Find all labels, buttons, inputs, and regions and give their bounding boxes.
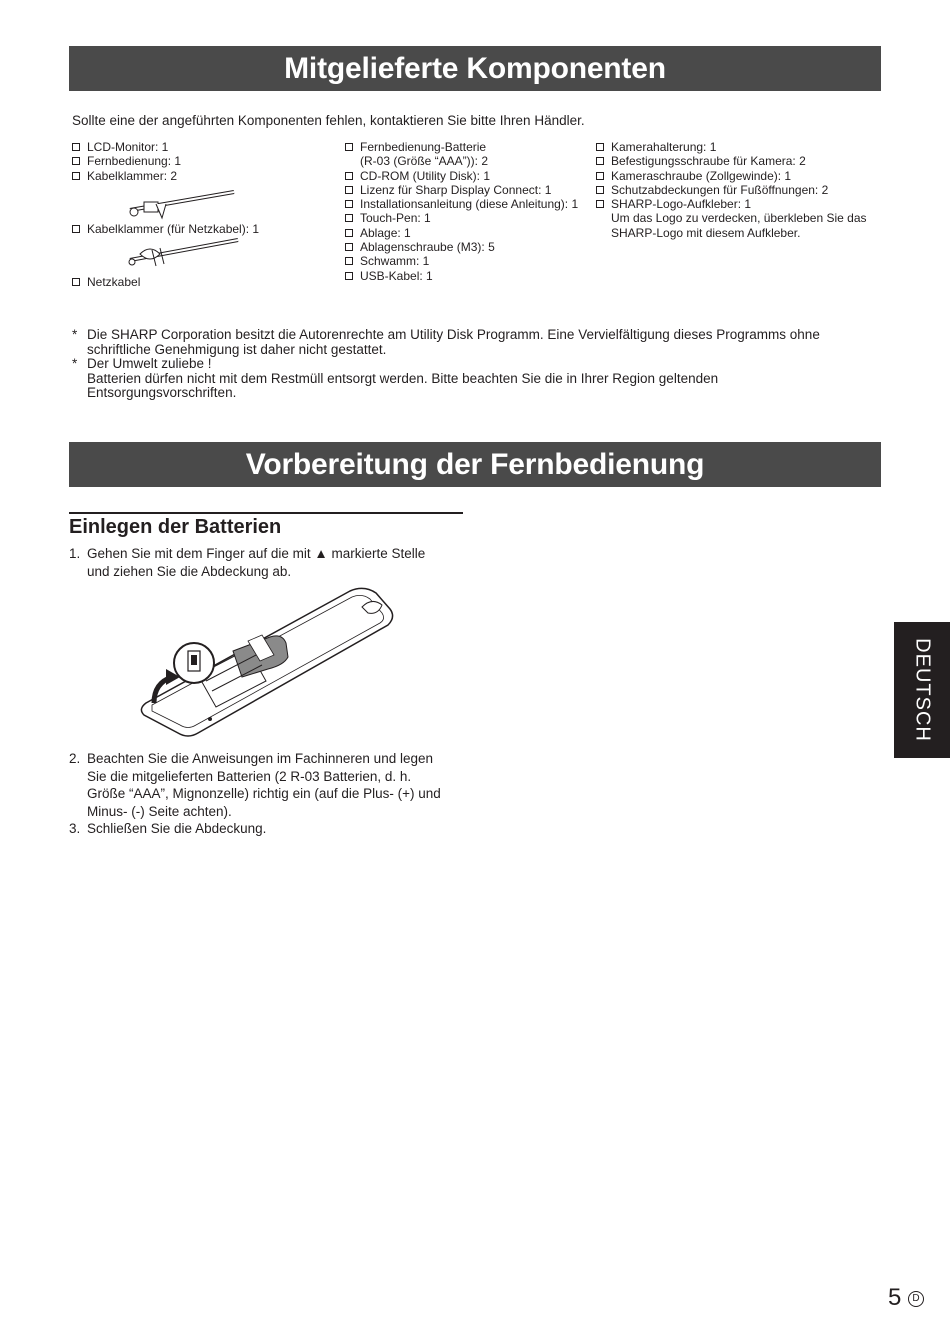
checkbox-icon	[596, 172, 604, 180]
checkbox-icon	[345, 143, 353, 151]
list-item-note: Um das Logo zu verdecken, überkleben Sie das	[611, 211, 867, 226]
list-item: Lizenz für Sharp Display Connect: 1	[345, 183, 578, 197]
components-column-1-part-3	[72, 275, 140, 289]
components-column-1	[72, 140, 181, 183]
list-item: Kabelklammer: 2	[72, 169, 181, 183]
checkbox-icon	[72, 278, 80, 286]
checkbox-icon	[345, 229, 353, 237]
components-column-3	[596, 140, 867, 240]
steps-list-continued	[69, 750, 469, 838]
page-number: 5	[888, 1284, 902, 1311]
footnotes	[72, 328, 882, 401]
checkbox-icon	[345, 257, 353, 265]
power-cable-clamp-illustration	[126, 236, 242, 268]
intro-text: Sollte eine der angeführten Komponenten fehlen, kontaktieren Sie bitte Ihren Händler.	[72, 113, 585, 128]
list-item: Touch-Pen: 1	[345, 211, 578, 225]
list-item: LCD-Monitor: 1	[72, 140, 181, 154]
checkbox-icon	[72, 225, 80, 233]
list-item-note: SHARP-Logo mit diesem Aufkleber.	[611, 225, 801, 240]
components-column-1-part-2	[72, 222, 259, 236]
checkbox-icon	[596, 143, 604, 151]
list-item: SHARP-Logo-Aufkleber: 1	[596, 197, 867, 211]
list-item: Installationsanleitung (diese Anleitung): 1	[345, 197, 578, 211]
list-item: Netzkabel	[72, 275, 140, 289]
section-title-components: Mitgelieferte Komponenten	[69, 46, 881, 91]
checkbox-icon	[596, 186, 604, 194]
checkbox-icon	[345, 186, 353, 194]
checkbox-icon	[596, 157, 604, 165]
checkbox-icon	[345, 272, 353, 280]
list-item: Kamerahalterung: 1	[596, 140, 867, 154]
list-item: Kameraschraube (Zollgewinde): 1	[596, 169, 867, 183]
section-title-remote: Vorbereitung der Fernbedienung	[69, 442, 881, 487]
checkbox-icon	[345, 243, 353, 251]
checkbox-icon	[72, 172, 80, 180]
list-item: Schutzabdeckungen für Fußöffnungen: 2	[596, 183, 867, 197]
list-item: Ablagenschraube (M3): 5	[345, 240, 578, 254]
footnote: * Der Umwelt zuliebe ! Batterien dürfen nicht mit dem Restmüll entsorgt werden. Bitte beachten Sie die in Ihrer Region geltenden Entsorgungsvorschriften.	[72, 356, 719, 400]
step-item: 3. Schließen Sie die Abdeckung.	[69, 821, 267, 836]
list-item: Schwamm: 1	[345, 254, 578, 268]
checkbox-icon	[345, 214, 353, 222]
components-column-2	[345, 140, 578, 283]
list-item: CD-ROM (Utility Disk): 1	[345, 169, 578, 183]
subheading-batteries: Einlegen der Batterien	[69, 512, 463, 539]
list-item: USB-Kabel: 1	[345, 269, 578, 283]
language-tab-label: DEUTSCH	[911, 638, 934, 742]
checkbox-icon	[345, 172, 353, 180]
list-item: Befestigungsschraube für Kamera: 2	[596, 154, 867, 168]
list-item: Fernbedienung: 1	[72, 154, 181, 168]
checkbox-icon	[345, 200, 353, 208]
checkbox-icon	[72, 157, 80, 165]
list-item: Kabelklammer (für Netzkabel): 1	[72, 222, 259, 236]
step-item: 1. Gehen Sie mit dem Finger auf die mit ▲ markierte Stelle und ziehen Sie die Abdeckung ab.	[69, 546, 426, 579]
list-item: Ablage: 1	[345, 226, 578, 240]
footnote: * Die SHARP Corporation besitzt die Autorenrechte am Utility Disk Programm. Eine Vervielfältigung dieses Programms ohne schriftliche Genehmigung ist daher nicht gestattet.	[72, 327, 820, 357]
step-item: 2. Beachten Sie die Anweisungen im Fachinneren und legen Sie die mitgelieferten Batterien (2 R-03 Batterien, d. h. Größe “AAA”, Mignonzelle) richtig ein (auf die Plus- (+) und Minus- (-) Seite achten).	[69, 751, 441, 819]
checkbox-icon	[72, 143, 80, 151]
checkbox-icon	[596, 200, 604, 208]
language-tab	[894, 622, 950, 758]
list-item-continuation: (R-03 (Größe “AAA”)): 2	[360, 154, 489, 169]
remote-control-illustration	[138, 585, 400, 740]
cable-clamp-illustration	[126, 188, 238, 222]
language-mark-icon: D	[908, 1291, 924, 1307]
steps-list	[69, 545, 469, 580]
list-item: Fernbedienung-Batterie	[345, 140, 578, 154]
